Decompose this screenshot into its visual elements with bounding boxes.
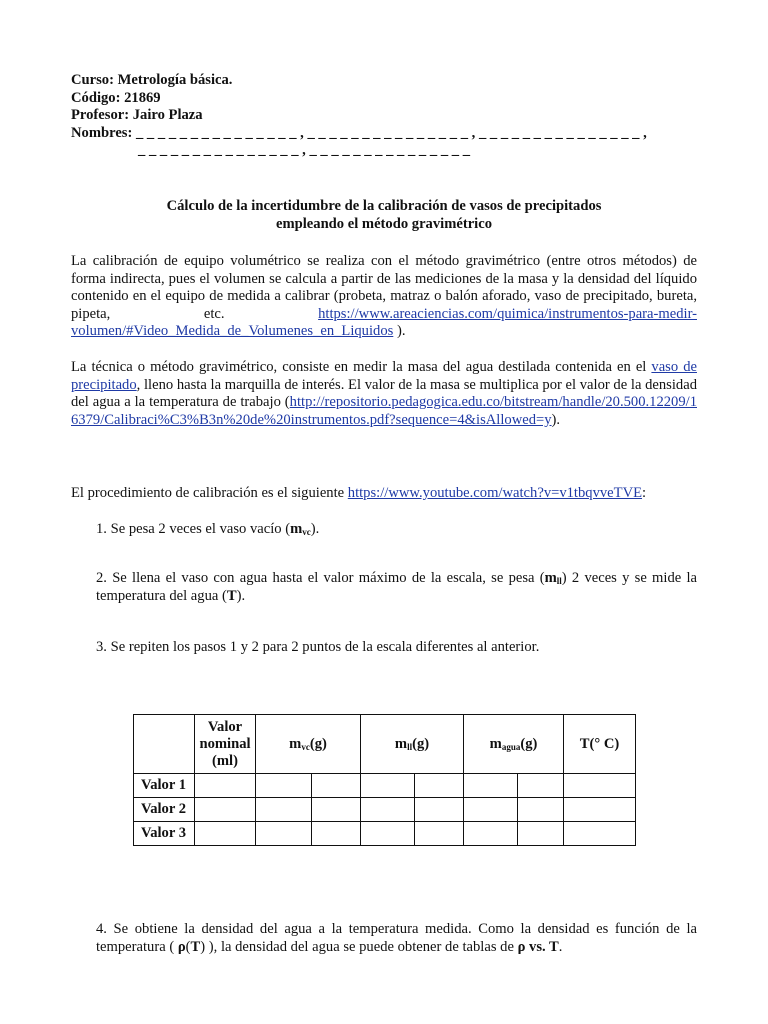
row-label: Valor 1 [134,774,195,798]
header-mll [361,715,464,774]
header-magua-m: m [489,735,502,752]
table-cell [464,822,518,846]
table-cell [564,822,636,846]
vaso-precipitado-link[interactable]: vaso de precipitado [71,359,697,393]
calibration-table [133,714,636,846]
step-1-symbol [290,521,311,537]
procedure-colon: : [642,485,647,501]
table-cell [195,822,256,846]
repositorio-link[interactable]: http://repositorio.pedagogica.edu.co/bitstream/handle/20.500.12209/16379/Calibraci%C3%B3n%20de%20instrumentos.pdf?sequence=4&isAllowed=y [71,394,697,428]
step-4-T: T [190,938,201,955]
table-row [134,798,636,822]
table-cell [256,774,312,798]
header-temperature: T(° C) [564,715,636,774]
table-cell [518,798,564,822]
table-cell [195,798,256,822]
table-cell [361,774,415,798]
step-2-symbol [545,570,562,586]
table-cell [312,798,361,822]
header-mll-unit: (g) [412,735,430,752]
intro-closing: ). [393,323,406,340]
table-cell [415,822,464,846]
row-label: Valor 3 [134,822,195,846]
procedure-text: El procedimiento de calibración es el siguiente [71,485,348,501]
title-line-1: Cálculo de la incertidumbre de la calibración de vasos de precipitados [166,198,602,214]
table-cell [195,774,256,798]
step-4-paren-close: ) [200,938,206,955]
table-cell [361,822,415,846]
table-row [134,774,636,798]
table-cell [256,822,312,846]
document-title [71,198,697,233]
header-mvc [256,715,361,774]
step-1-closing: ). [310,521,320,537]
table-cell [312,774,361,798]
method-closing: ). [551,411,561,428]
header-valor-nominal: Valor nominal (ml) [195,715,256,774]
table-cell [464,774,518,798]
table-cell [415,774,464,798]
header-magua-sub: agua [501,741,521,752]
step-3: 3. Se repiten los pasos 1 y 2 para 2 puntos de la escala diferentes al anterior. [96,639,540,655]
intro-text: La calibración de equipo volumétrico se realiza con el método gravimétrico (entre otros métodos) de forma indirecta, pues el volumen se calcula a partir de las mediciones de la masa y la densidad del líquido contenido en el equipo de medida a calibrar (probeta, matraz o balón aforado, vaso de precipitado, bureta, pipeta, etc. [71,253,697,322]
names-line-2: _ _ _ _ _ _ _ _ _ _ _ _ _ _ _ , _ _ _ _ _ _ _ _ _ _ _ _ _ _ _ [138,142,471,159]
youtube-link[interactable]: https://www.youtube.com/watch?v=v1tbqvveTVE [347,485,643,501]
step-2 [96,570,697,605]
table-cell [518,774,564,798]
step-4-table-ref: ρ vs. T [517,938,559,955]
header-mvc-unit: (g) [309,735,327,752]
step-2-text: 2. Se llena el vaso con agua hasta el valor máximo de la escala, se pesa ( [96,570,545,586]
header-magua-unit: (g) [520,735,538,752]
course-code: Código: 21869 [71,89,161,106]
table-cell [361,798,415,822]
intro-paragraph [71,253,697,341]
table-cell [464,798,518,822]
step-4-paren-open: ( [185,938,191,955]
table-header-row [134,715,636,774]
header-mvc-sub: vc [301,741,310,752]
table-cell [564,798,636,822]
areaciencias-link[interactable]: https://www.areaciencias.com/quimica/instrumentos-para-medir-volumen/#Video_Medida_de_Volumenes_en_Liquidos [71,305,697,340]
step-1-sub: vc [302,527,311,537]
header-mll-m: m [394,735,408,752]
step-4-text: 4. Se obtiene la densidad del agua a la temperatura medida. Como la densidad es función de la temperatura ( [96,921,697,955]
header-mll-sub: ll [407,741,413,752]
method-text: La técnica o método gravimétrico, consiste en medir la masa del agua destilada contenida en el [71,359,652,375]
table-cell [415,798,464,822]
step-4 [96,921,697,956]
step-2-m: m [544,570,557,586]
step-1-m: m [290,521,303,537]
professor-name: Profesor: Jairo Plaza [71,107,203,124]
names-line-1: Nombres: _ _ _ _ _ _ _ _ _ _ _ _ _ _ _ , _ _ _ _ _ _ _ _ _ _ _ _ _ _ _ , _ _ _ _ _ _ _ _ _ _ _ _ _ _ _ , [71,124,647,141]
table-row [134,822,636,846]
title-line-2: empleando el método gravimétrico [275,215,492,232]
step-2-text-continued: ) 2 veces y se mide la temperatura del agua ( [96,570,697,604]
row-label: Valor 2 [134,798,195,822]
step-1-text: 1. Se pesa 2 veces el vaso vacío ( [96,521,291,537]
header-magua [464,715,564,774]
header-empty [134,715,195,774]
table-cell [564,774,636,798]
step-2-closing: ). [236,587,246,604]
table-cell [256,798,312,822]
table-cell [312,822,361,846]
step-4-closing: . [558,938,563,955]
procedure-paragraph [71,485,697,503]
header-mvc-m: m [289,735,302,752]
step-4-rho: ρ [177,938,186,955]
course-name: Curso: Metrología básica. [71,72,233,88]
method-text-continued: , lleno hasta la marquilla de interés. El valor de la masa se multiplica por el valor de la densidad del agua a la temperatura de trabajo ( [71,376,697,411]
step-4-text-continued: ), la densidad del agua se puede obtener de tablas de [205,938,518,955]
table-cell [518,822,564,846]
step-2-T: T [226,587,237,604]
course-header [71,72,711,160]
step-2-sub: ll [556,576,562,586]
step-1 [96,521,697,539]
method-paragraph [71,359,697,429]
